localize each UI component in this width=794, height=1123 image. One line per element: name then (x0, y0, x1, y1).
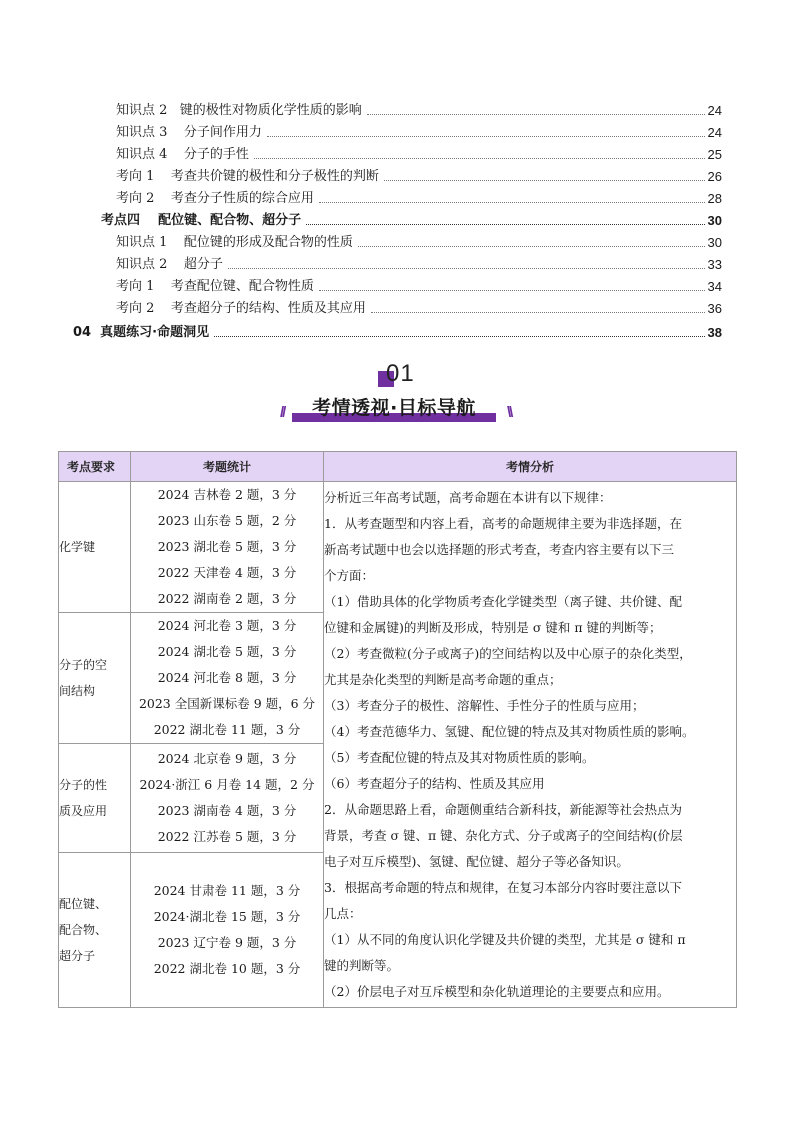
header-exam-point: 考点要求 (59, 452, 131, 482)
toc-entry[interactable] (116, 295, 722, 317)
analysis-line: 键的判断等。 (324, 957, 400, 973)
analysis-line: 个方面： (324, 567, 375, 583)
exam-stats-cell (131, 613, 324, 744)
table-header-row (59, 452, 737, 482)
stat-line: 2022 湖北卷 10 题，3 分 (153, 961, 301, 976)
exam-stats-cell (131, 482, 324, 613)
toc-label: 知识点 4 分子的手性 (116, 147, 249, 162)
toc-label: 知识点 3 分子间作用力 (116, 125, 262, 140)
toc-entry[interactable] (116, 163, 722, 185)
analysis-line: （1）从不同的角度认识化学键及共价键的类型，尤其是 σ 键和 π (324, 931, 686, 947)
analysis-line: （2）价层电子对互斥模型和杂化轨道理论的主要要点和应用。 (324, 983, 670, 999)
analysis-line: （6）考查超分子的结构、性质及其应用 (324, 775, 545, 791)
toc-leader (228, 268, 705, 269)
toc-page: 26 (707, 169, 722, 184)
analysis-line: （5）考查配位键的特点及其对物质性质的影响。 (324, 749, 595, 765)
exam-point-line: 化学键 (59, 540, 96, 554)
section-slash-left: // (280, 404, 285, 421)
toc-label: 04 真题练习·命题洞见 (73, 325, 210, 340)
toc-label: 知识点 2 超分子 (116, 257, 223, 272)
exam-stats-cell (131, 744, 324, 853)
analysis-line: 3．根据高考命题的特点和规律，在复习本部分内容时要注意以下 (324, 879, 682, 895)
table-row (59, 482, 737, 613)
stat-line: 2024 北京卷 9 题，3 分 (157, 751, 297, 766)
exam-point-cell (59, 853, 131, 1008)
analysis-line: 2．从命题思路上看，命题侧重结合新科技，新能源等社会热点为 (324, 801, 682, 817)
stat-line: 2024·浙江 6 月卷 14 题，2 分 (139, 777, 315, 792)
exam-analysis-cell (324, 482, 737, 1008)
analysis-line: （1）借助具体的化学物质考查化学键类型（离子键、共价键、配 (324, 593, 682, 609)
exam-point-cell (59, 482, 131, 613)
toc-page: 36 (707, 301, 722, 316)
exam-point-line: 超分子 (59, 949, 96, 963)
toc-page: 38 (707, 325, 722, 340)
exam-analysis-table (58, 451, 737, 1008)
stat-line: 2024 河北卷 8 题，3 分 (157, 670, 297, 685)
stat-line: 2022 湖南卷 2 题，3 分 (157, 591, 297, 606)
toc-page: 25 (707, 147, 722, 162)
toc-entry[interactable] (116, 251, 722, 273)
analysis-line: 位键和金属键)的判断及形成，特别是 σ 键和 π 键的判断等； (324, 619, 662, 635)
section-title: 考情透视·目标导航 (312, 397, 476, 419)
toc-page: 28 (707, 191, 722, 206)
toc-entry[interactable] (116, 97, 722, 119)
stat-line: 2023 湖南卷 4 题，3 分 (157, 803, 297, 818)
analysis-line: 1．从考查题型和内容上看，高考的命题规律主要为非选择题，在 (324, 515, 682, 531)
section-number (378, 360, 438, 390)
section-number-text: 01 (386, 360, 415, 387)
toc-label: 考向 2 考查分子性质的综合应用 (116, 191, 314, 206)
stat-line: 2022 江苏卷 5 题，3 分 (157, 829, 297, 844)
analysis-line: 几点： (324, 905, 362, 921)
toc-page: 24 (707, 103, 722, 118)
section-title-group (280, 393, 520, 425)
exam-point-cell (59, 613, 131, 744)
toc-entry[interactable] (116, 119, 722, 141)
toc-page: 34 (707, 279, 722, 294)
toc-page: 33 (707, 257, 722, 272)
toc-entry[interactable] (116, 141, 722, 163)
stat-line: 2023 辽宁卷 9 题，3 分 (157, 935, 297, 950)
analysis-line: 尤其是杂化类型的判断是高考命题的重点； (324, 671, 562, 687)
stat-line: 2024 吉林卷 2 题，3 分 (157, 487, 297, 502)
toc-label: 知识点 1 配位键的形成及配合物的性质 (116, 235, 353, 250)
exam-point-line: 配合物、 (59, 923, 108, 937)
toc-entry[interactable] (101, 207, 722, 229)
stat-line: 2023 湖北卷 5 题，3 分 (157, 539, 297, 554)
toc-leader (319, 202, 705, 203)
analysis-line: 电子对互斥模型)、氢键、配位键、超分子等必备知识。 (324, 853, 629, 869)
stat-line: 2023 山东卷 5 题，2 分 (157, 513, 297, 528)
header-exam-analysis: 考情分析 (324, 452, 737, 482)
exam-point-line: 配位键、 (59, 897, 108, 911)
analysis-line: 背景，考查 σ 键、π 键、杂化方式、分子或离子的空间结构(价层 (324, 827, 683, 843)
toc-page: 24 (707, 125, 722, 140)
stat-line: 2024 河北卷 3 题，3 分 (157, 618, 297, 633)
exam-point-line: 质及应用 (59, 804, 108, 818)
toc-leader (371, 312, 705, 313)
toc-leader (267, 136, 705, 137)
exam-point-cell (59, 744, 131, 853)
toc-entry[interactable] (116, 229, 722, 251)
toc-entry[interactable] (116, 273, 722, 295)
toc-leader (358, 246, 705, 247)
analysis-line: 分析近三年高考试题，高考命题在本讲有以下规律： (324, 489, 612, 505)
stat-line: 2024 湖北卷 5 题，3 分 (157, 644, 297, 659)
exam-stats-cell (131, 853, 324, 1008)
stat-line: 2023 全国新课标卷 9 题，6 分 (138, 696, 316, 711)
toc-entry[interactable] (73, 319, 722, 341)
analysis-line: （4）考查范德华力、氢键、配位键的特点及其对物质性质的影响。 (324, 723, 695, 739)
toc-leader (254, 158, 705, 159)
exam-point-line: 分子的空 (59, 658, 108, 672)
stat-line: 2024·湖北卷 15 题，3 分 (153, 909, 301, 924)
toc-entry[interactable] (116, 185, 722, 207)
header-exam-stats: 考题统计 (131, 452, 324, 482)
toc-leader (384, 180, 705, 181)
exam-point-line: 间结构 (59, 684, 96, 698)
analysis-line: 新高考试题中也会以选择题的形式考查，考查内容主要有以下三 (324, 541, 675, 557)
stat-line: 2024 甘肃卷 11 题，3 分 (153, 883, 301, 898)
stat-line: 2022 天津卷 4 题，3 分 (157, 565, 297, 580)
analysis-line: （2）考查微粒(分子或离子)的空间结构以及中心原子的杂化类型， (324, 645, 692, 661)
toc-label: 知识点 2 键的极性对物质化学性质的影响 (116, 103, 362, 118)
exam-point-line: 分子的性 (59, 778, 108, 792)
toc-leader (367, 114, 705, 115)
toc-leader (306, 224, 704, 225)
toc-leader (319, 290, 705, 291)
stat-line: 2022 湖北卷 11 题，3 分 (153, 722, 301, 737)
analysis-line: （3）考查分子的极性、溶解性、手性分子的性质与应用； (324, 697, 645, 713)
section-slash-right: \\ (507, 404, 512, 421)
toc-label: 考向 1 考查配位键、配合物性质 (116, 279, 314, 294)
toc-label: 考向 2 考查超分子的结构、性质及其应用 (116, 301, 366, 316)
toc-page: 30 (707, 213, 722, 228)
toc-label: 考向 1 考查共价键的极性和分子极性的判断 (116, 169, 379, 184)
toc-leader (214, 336, 704, 337)
toc-page: 30 (707, 235, 722, 250)
toc-label: 考点四 配位键、配合物、超分子 (101, 213, 302, 228)
